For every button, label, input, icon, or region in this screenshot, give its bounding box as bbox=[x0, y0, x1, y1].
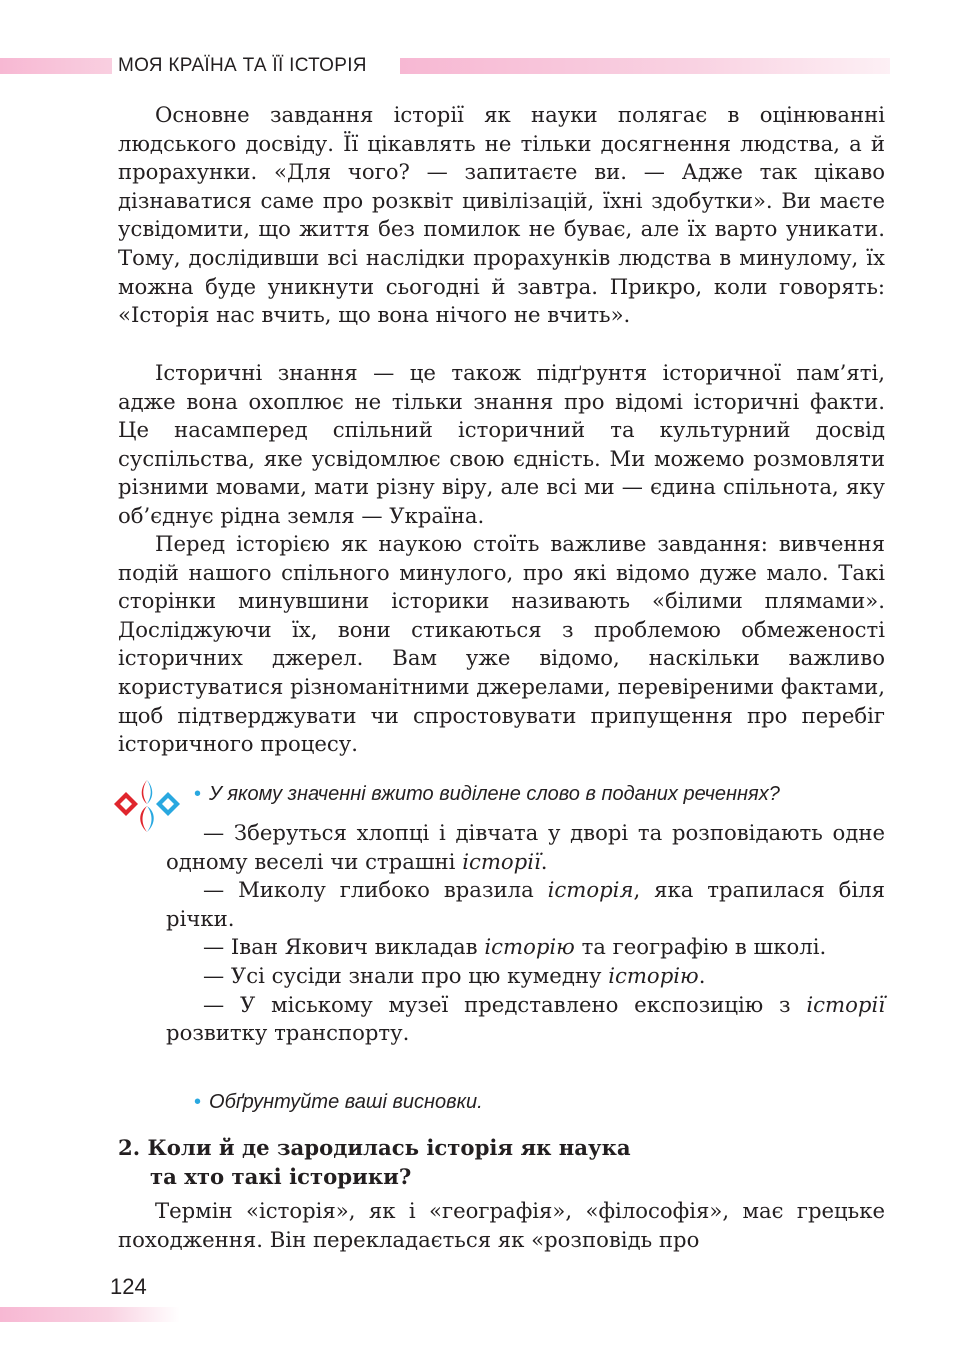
example-sentences bbox=[166, 819, 885, 1048]
footer-decor-bar bbox=[0, 1307, 180, 1322]
task-conclusion bbox=[194, 1088, 483, 1116]
highlighted-word: історія bbox=[547, 877, 634, 903]
running-header: МОЯ КРАЇНА ТА ЇЇ ІСТОРІЯ bbox=[118, 55, 367, 76]
example-sentence-2: — Миколу глибоко вразила історія, яка трапилася біля річки. bbox=[166, 877, 886, 931]
section-heading-line-1: 2. Коли й де зародилась історія як наука bbox=[118, 1135, 631, 1160]
task-conclusion-text: Обґрунтуйте ваші висновки. bbox=[209, 1091, 483, 1113]
header-decor-bar-right bbox=[400, 58, 890, 74]
highlighted-word: історію bbox=[484, 934, 575, 960]
highlighted-word: історію bbox=[608, 962, 699, 988]
highlighted-word: історії bbox=[806, 991, 885, 1017]
bullet-icon: • bbox=[194, 1091, 202, 1113]
header-decor-bar-left bbox=[0, 58, 112, 74]
section-heading bbox=[118, 1133, 718, 1191]
paragraph-2: Історичні знання — це також підґрунтя історичної пам’яті, адже вона охоплює не тільки знання про відомі історичні факти. Це насамперед спільний історичний та культурний досвід суспільства, яке усвідомлює свою єдність. Ми можемо розмовляти різними мовами, мати різну віру, але всі ми — єдина спільнота, яку об’єднує рідна земля — Україна. bbox=[118, 360, 885, 528]
example-sentence-4: — Усі сусіди знали про цю кумедну історію. bbox=[203, 962, 706, 988]
page-number: 124 bbox=[110, 1274, 147, 1299]
paragraph-4: Термін «історія», як і «географія», «філософія», має грецьке походження. Він перекладається як «розповідь про bbox=[118, 1198, 885, 1252]
example-sentence-1: — Зберуться хлопці і дівчата у дворі та розповідають одне одному веселі чи страшні історії. bbox=[166, 820, 885, 874]
task-question bbox=[194, 780, 894, 808]
example-sentence-3: — Іван Якович викладав історію та географію в школі. bbox=[203, 934, 827, 960]
paragraph-1: Основне завдання історії як науки полягає в оцінюванні людського досвіду. Її цікавлять не тільки досягнення людства, а й прорахунки. «Для чого? — запитаєте ви. — Адже так цікаво дізнаватися саме про розквіт цивілізацій, їхні здобутки». Ви маєте усвідомити, що життя без помилок не буває, але їх варто уникати. Тому, дослідивши всі наслідки прорахунків людства в минулому, їх можна буде уникнути сьогодні й завтра. Прикро, коли говорять: «Історія нас вчить, що вона нічого не вчить». bbox=[118, 102, 885, 328]
section-heading-line-2: та хто такі історики? bbox=[150, 1164, 412, 1189]
example-sentence-5: — У міському музеї представлено експозицію з історії розвитку транспорту. bbox=[166, 991, 885, 1046]
bullet-icon: • bbox=[194, 783, 202, 805]
paragraph-3: Перед історією як наукою стоїть важливе завдання: вивчення подій нашого спільного минулого, про які відомо дуже мало. Такі сторінки минувшини історики називають «білими плямами». Досліджуючи їх, вони стикаються з проблемою обмеженості історичних джерел. Вам уже відомо, наскільки важливо користуватися різноманітними джерелами, перевіреними фактами, щоб підтверджувати чи спростовувати припущення про перебіг історичного процесу. bbox=[118, 531, 885, 757]
highlighted-word: історії bbox=[462, 848, 541, 874]
task-question-text: У якому значенні вжито виділене слово в поданих реченнях? bbox=[209, 783, 780, 805]
